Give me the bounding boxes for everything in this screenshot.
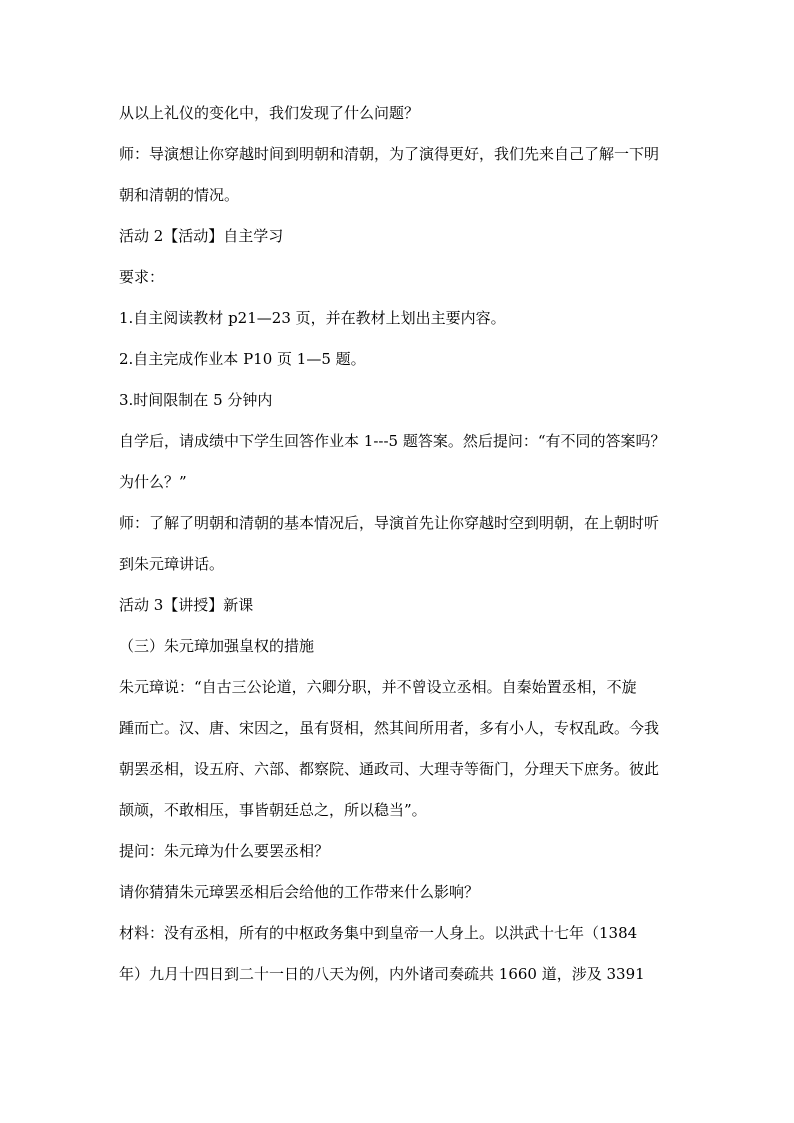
question-line: 提问：朱元璋为什么要罢丞相？ bbox=[119, 842, 330, 860]
text-line: 要求： bbox=[119, 268, 165, 286]
quote-line: 朱元璋说：“自古三公论道，六卿分职，并不曾设立丞相。自秦始置丞相，不旋 bbox=[119, 678, 637, 696]
section-heading: （三）朱元璋加强皇权的措施 bbox=[119, 637, 315, 655]
quote-line: 朝罢丞相，设五府、六部、都察院、通政司、大理寺等衙门，分理天下庶务。彼此 bbox=[119, 760, 660, 778]
document-body bbox=[119, 103, 677, 984]
material-line: 材料：没有丞相，所有的中枢政务集中到皇帝一人身上。以洪武十七年（1384 bbox=[119, 924, 638, 942]
material-line: 年）九月十四日到二十一日的八天为例，内外诸司奏疏共 1660 道，涉及 3391 bbox=[119, 965, 645, 983]
quote-line: 踵而亡。汉、唐、宋因之，虽有贤相，然其间所用者，多有小人，专权乱政。今我 bbox=[119, 719, 660, 737]
text-line: 师：导演想让你穿越时间到明朝和清朝，为了演得更好，我们先来自己了解一下明 bbox=[119, 145, 660, 163]
activity-heading: 活动 3【讲授】新课 bbox=[119, 596, 254, 614]
text-line: 朝和清朝的情况。 bbox=[119, 186, 240, 204]
list-item: 3.时间限制在 5 分钟内 bbox=[119, 391, 273, 409]
text-line: 自学后，请成绩中下学生回答作业本 1---5 题答案。然后提问：“有不同的答案吗？ bbox=[119, 432, 666, 450]
text-line: 到朱元璋讲话。 bbox=[119, 555, 225, 573]
question-line: 请你猜猜朱元璋罢丞相后会给他的工作带来什么影响？ bbox=[119, 883, 480, 901]
text-line: 师：了解了明朝和清朝的基本情况后，导演首先让你穿越时空到明朝，在上朝时听 bbox=[119, 514, 660, 532]
list-item: 2.自主完成作业本 P10 页 1—5 题。 bbox=[119, 350, 366, 368]
text-line: 从以上礼仪的变化中，我们发现了什么问题？ bbox=[119, 104, 420, 122]
text-line: 为什么？” bbox=[119, 473, 187, 491]
quote-line: 颉颃，不敢相压，事皆朝廷总之，所以稳当”。 bbox=[119, 801, 427, 819]
activity-heading: 活动 2【活动】自主学习 bbox=[119, 227, 284, 245]
list-item: 1.自主阅读教材 p21—23 页，并在教材上划出主要内容。 bbox=[119, 309, 506, 327]
